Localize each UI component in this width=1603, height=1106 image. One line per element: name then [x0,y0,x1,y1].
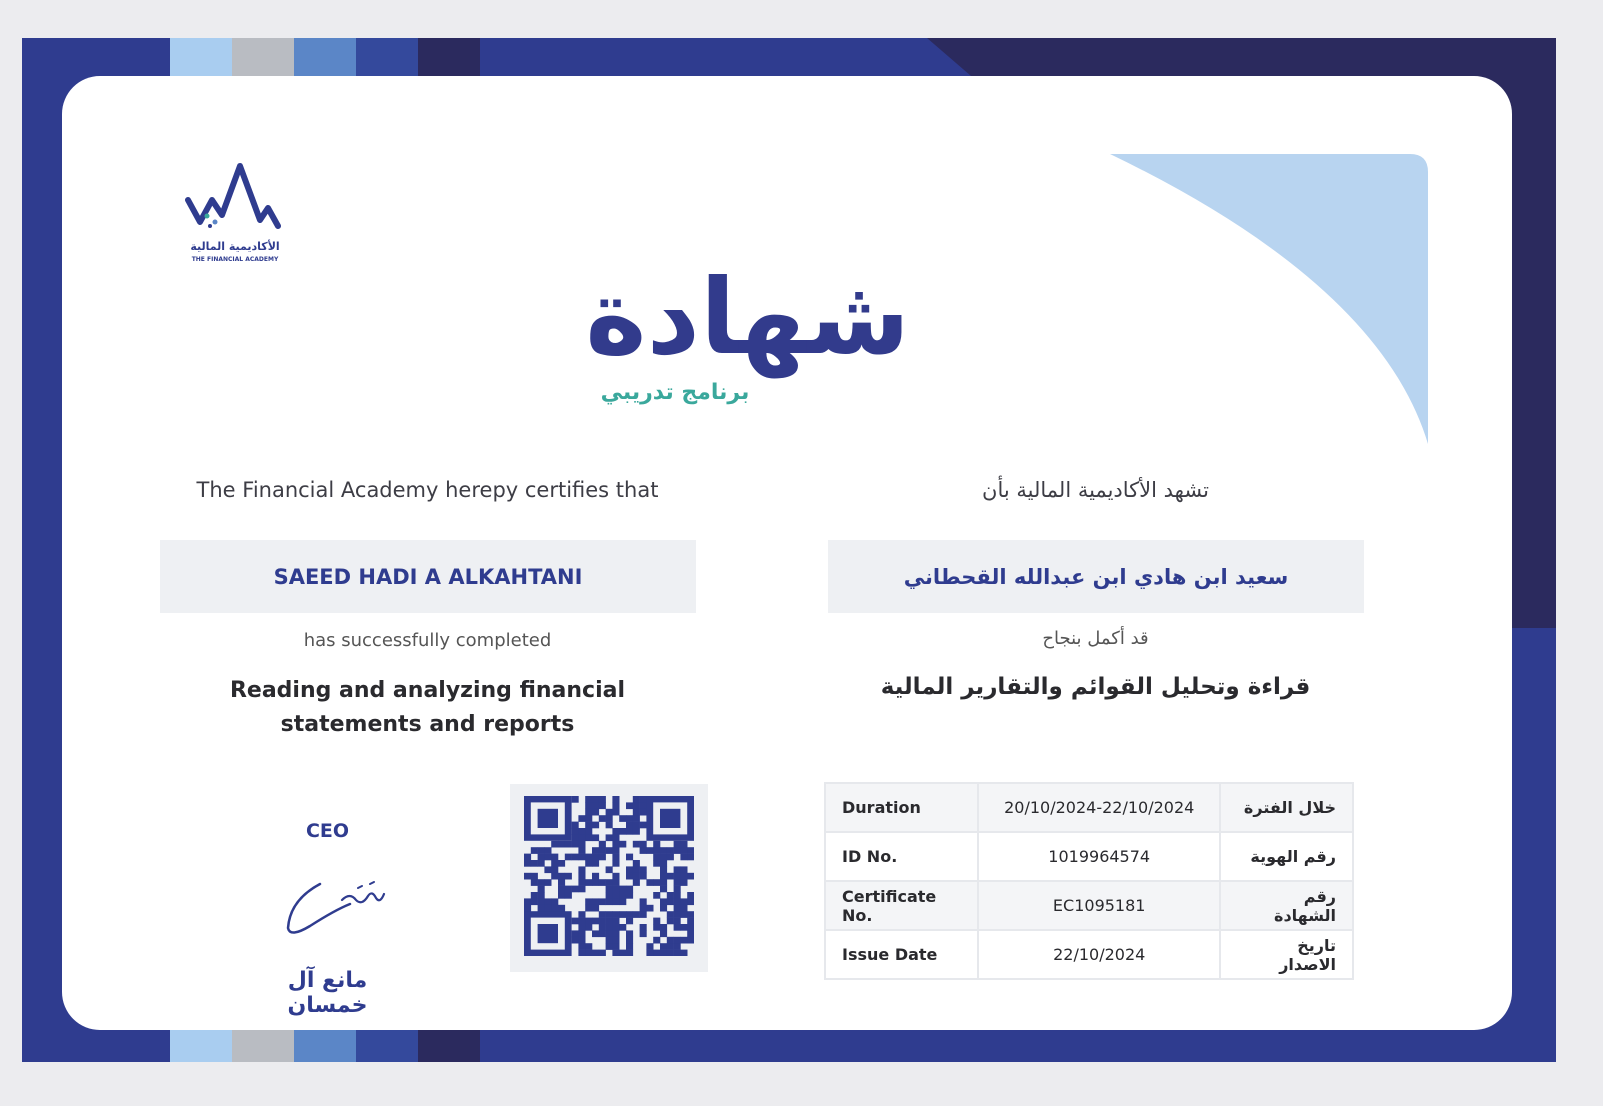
light-blue-swoosh [1110,154,1440,454]
signatory-name: مانع آل خمسان [287,968,368,1018]
detail-label-english: Duration [825,783,978,832]
qr-code-icon[interactable] [524,796,694,956]
recipient-name-arabic: سعيد ابن هادي ابن عبدالله القحطاني [903,564,1289,589]
certificate-title: شهادة [585,256,910,378]
financial-academy-mountain-icon [180,160,290,270]
recipient-name-english-box [160,540,696,613]
top-stripe-1 [170,38,232,76]
recipient-name-arabic-box [828,540,1364,613]
detail-label-arabic: رقم الهوية [1220,832,1353,881]
course-title-arabic: قراءة وتحليل القوائم والتقارير المالية [880,674,1311,700]
detail-label-english: Issue Date [825,930,978,979]
details-row [825,832,1353,881]
top-stripe-4 [356,38,418,76]
recipient-name-english: SAEED HADI A ALKAHTANI [273,564,583,589]
detail-label-arabic: خلال الفترة [1220,783,1353,832]
detail-label-english: ID No. [825,832,978,881]
detail-label-arabic: تاريخ الاصدار [1220,930,1353,979]
qr-code-panel [510,784,708,972]
detail-label-english: Certificate No. [825,881,978,930]
logo-name-english: THE FINANCIAL ACADEMY [191,256,279,263]
completed-text-arabic: قد أكمل بنجاح [1042,628,1149,649]
course-title-english: Reading and analyzing financial statements and reports [229,678,626,738]
signature-image [280,870,390,940]
details-row [825,783,1353,832]
details-table [824,782,1354,980]
top-stripe-3 [294,38,356,76]
top-stripe-5 [418,38,480,76]
certificate-subtitle: برنامج تدريبي [600,380,750,405]
top-stripe-2 [232,38,294,76]
intro-text-arabic: تشهد الأكاديمية المالية بأن [982,478,1209,502]
completed-text-english: has successfully completed [303,630,552,651]
logo-name-arabic: الأكاديمية المالية [190,240,280,253]
details-row [825,930,1353,979]
signatory-title: CEO [305,820,350,842]
intro-text-english: The Financial Academy herepy certifies that [196,478,659,502]
detail-value: 20/10/2024-22/10/2024 [978,783,1220,832]
details-row [825,881,1353,930]
detail-value: 22/10/2024 [978,930,1220,979]
detail-value: 1019964574 [978,832,1220,881]
detail-label-arabic: رقم الشهادة [1220,881,1353,930]
detail-value: EC1095181 [978,881,1220,930]
